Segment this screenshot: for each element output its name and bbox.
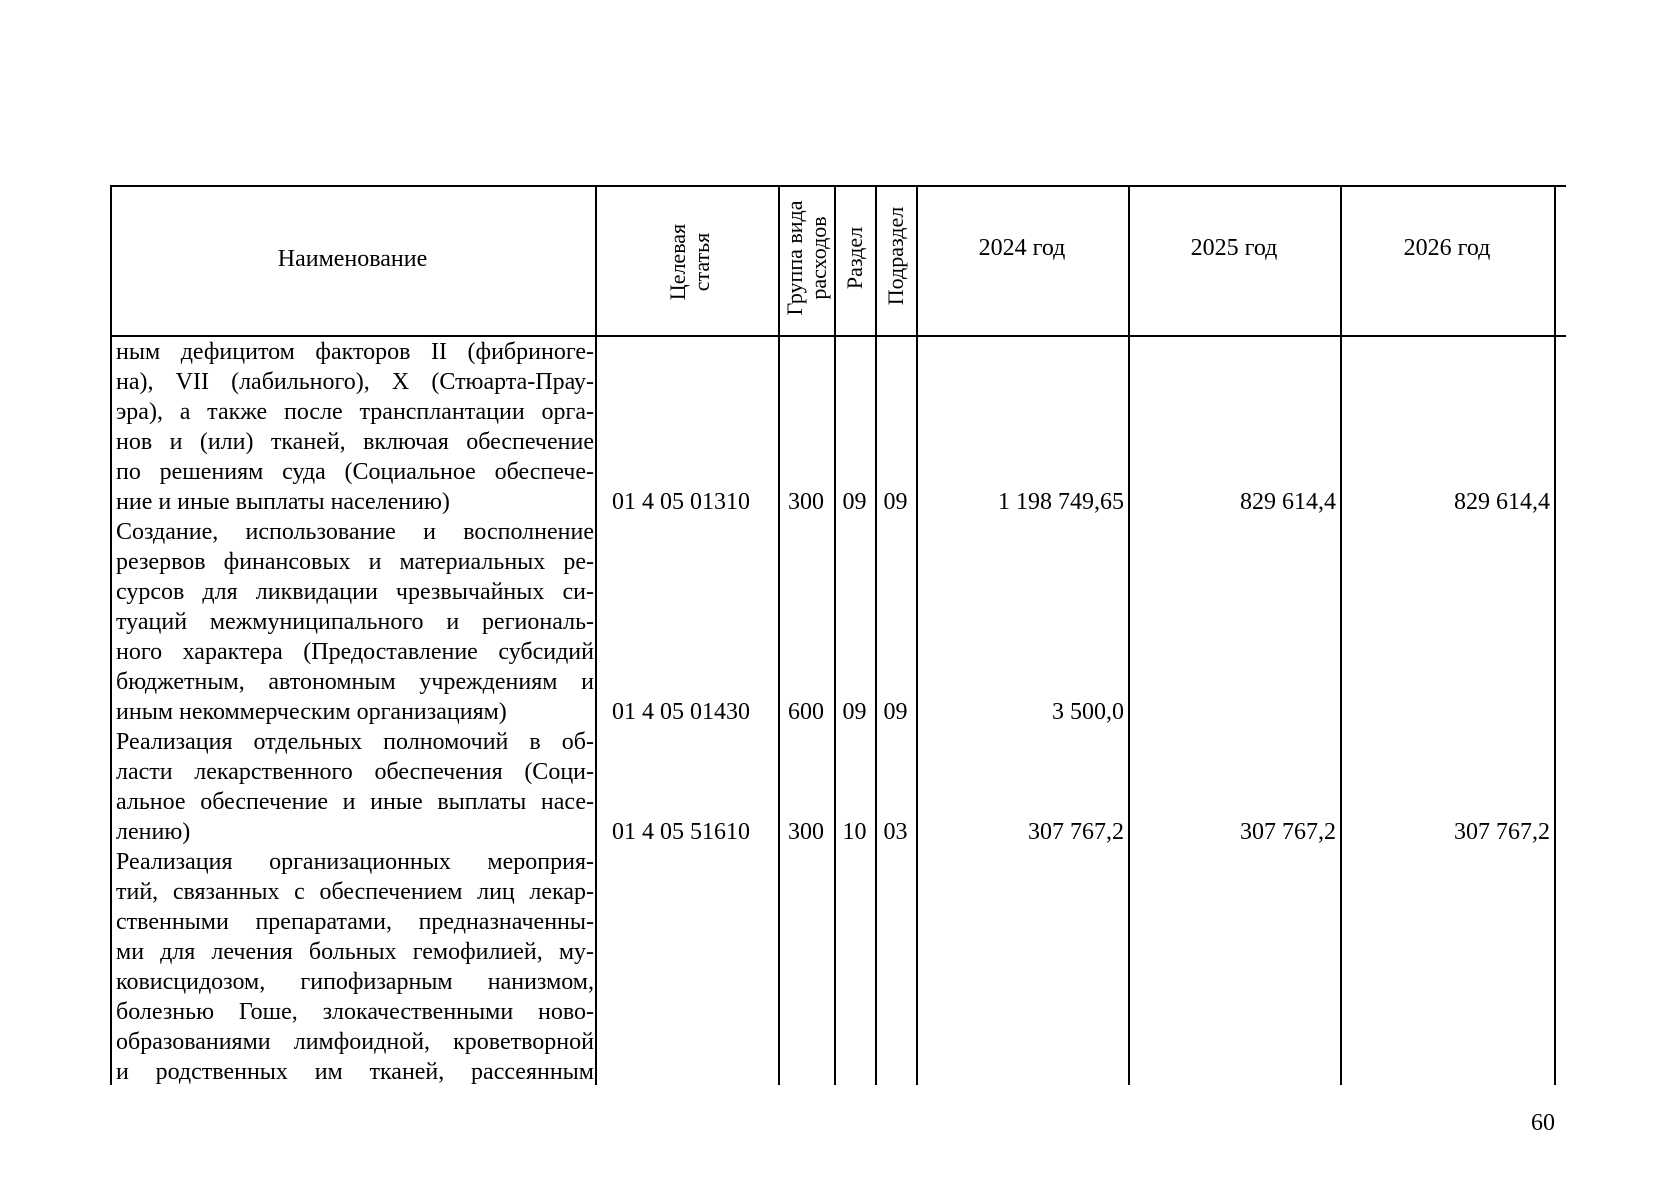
row4-line1: Реализация организационных мероприя- [116,849,594,875]
col-border-3 [834,185,836,1085]
row2-line2: резервов финансовых и материальных ре- [116,549,594,575]
header-target-article [666,224,714,300]
row4-line7: образованиями лимфоидной, кроветворной [116,1029,594,1055]
row3-section: 10 [842,819,867,845]
row1-y2026: 829 614,4 [1454,489,1550,515]
row2-line4: туаций межмуниципального и региональ- [116,609,594,635]
header-year-2024: 2024 год [978,235,1066,261]
row2-line6: бюджетным, автономным учреждениям и [116,669,594,695]
row1-line2: на), VII (лабильного), X (Стюарта-Прау- [116,369,594,395]
row2-line5: ного характера (Предоставление субсидий [116,639,594,665]
row4-line6: болезнью Гоше, злокачественными ново- [116,999,594,1025]
row1-line3: эра), а также после трансплантации орга- [116,399,594,425]
header-target-article-line1: Целевая [665,223,690,301]
row2-line7: иным некоммерческим организациям) [116,699,507,725]
row1-group: 300 [788,489,824,515]
header-name: Наименование [277,246,428,272]
row3-code: 01 4 05 51610 [612,819,750,845]
col-border-7 [1340,185,1342,1085]
row1-y2024: 1 198 749,65 [998,489,1124,515]
row2-section: 09 [842,699,867,725]
row4-line2: тий, связанных с обеспечением лиц лекар- [116,879,594,905]
row1-line5: по решениям суда (Социальное обеспече- [116,459,594,485]
row3-line4: лению) [116,819,191,845]
row4-line5: ковисцидозом, гипофизарным нанизмом, [116,969,594,995]
row3-line3: альное обеспечение и иные выплаты насе- [116,789,594,815]
col-border-5 [916,185,918,1085]
row1-line4: нов и (или) тканей, включая обеспечение [116,429,594,455]
row2-group: 600 [788,699,824,725]
header-subsection: Подраздел [883,206,908,306]
col-border-4 [875,185,877,1085]
row4-line8: и родственных им тканей, рассеянным [116,1059,594,1085]
row3-y2025: 307 767,2 [1240,819,1336,845]
row3-group: 300 [788,819,824,845]
header-expense-group [783,201,831,316]
row2-line3: сурсов для ликвидации чрезвычайных си- [116,579,594,605]
row1-y2025: 829 614,4 [1240,489,1336,515]
row2-subsection: 09 [883,699,908,725]
row4-line4: ми для лечения больных гемофилией, му- [116,939,594,965]
header-section: Раздел [842,226,867,290]
row1-line1: ным дефицитом факторов II (фибриноге- [116,339,594,365]
row1-subsection: 09 [883,489,908,515]
col-border-2 [778,185,780,1085]
table-row-4-name [116,847,594,1087]
row2-code: 01 4 05 01430 [612,699,750,725]
header-year-2026: 2026 год [1403,235,1491,261]
header-expense-group-line2: расходов [806,216,831,300]
row3-line2: ласти лекарственного обеспечения (Соци- [116,759,594,785]
col-border-1 [595,185,597,1085]
col-border-8 [1554,185,1556,1085]
header-year-2025: 2025 год [1190,235,1278,261]
row3-line1: Реализация отдельных полномочий в об- [116,729,594,755]
table-row-3-name [116,727,594,847]
row3-y2024: 307 767,2 [1028,819,1124,845]
col-border-0 [110,185,112,1085]
header-expense-group-line1: Группа вида [782,200,807,316]
row3-subsection: 03 [883,819,908,845]
row1-line6: ние и иные выплаты населению) [116,489,450,515]
col-border-6 [1128,185,1130,1085]
table-row-1-name [116,337,594,517]
table-top-border [110,185,1566,187]
row2-y2024: 3 500,0 [1052,699,1124,725]
row4-line3: ственными препаратами, предназначенны- [116,909,594,935]
table-row-2-name [116,517,594,727]
page-number: 60 [1531,1110,1555,1136]
row1-code: 01 4 05 01310 [612,489,750,515]
row2-line1: Создание, использование и восполнение [116,519,594,545]
header-target-article-line2: статья [689,232,714,292]
row1-section: 09 [842,489,867,515]
row3-y2026: 307 767,2 [1454,819,1550,845]
